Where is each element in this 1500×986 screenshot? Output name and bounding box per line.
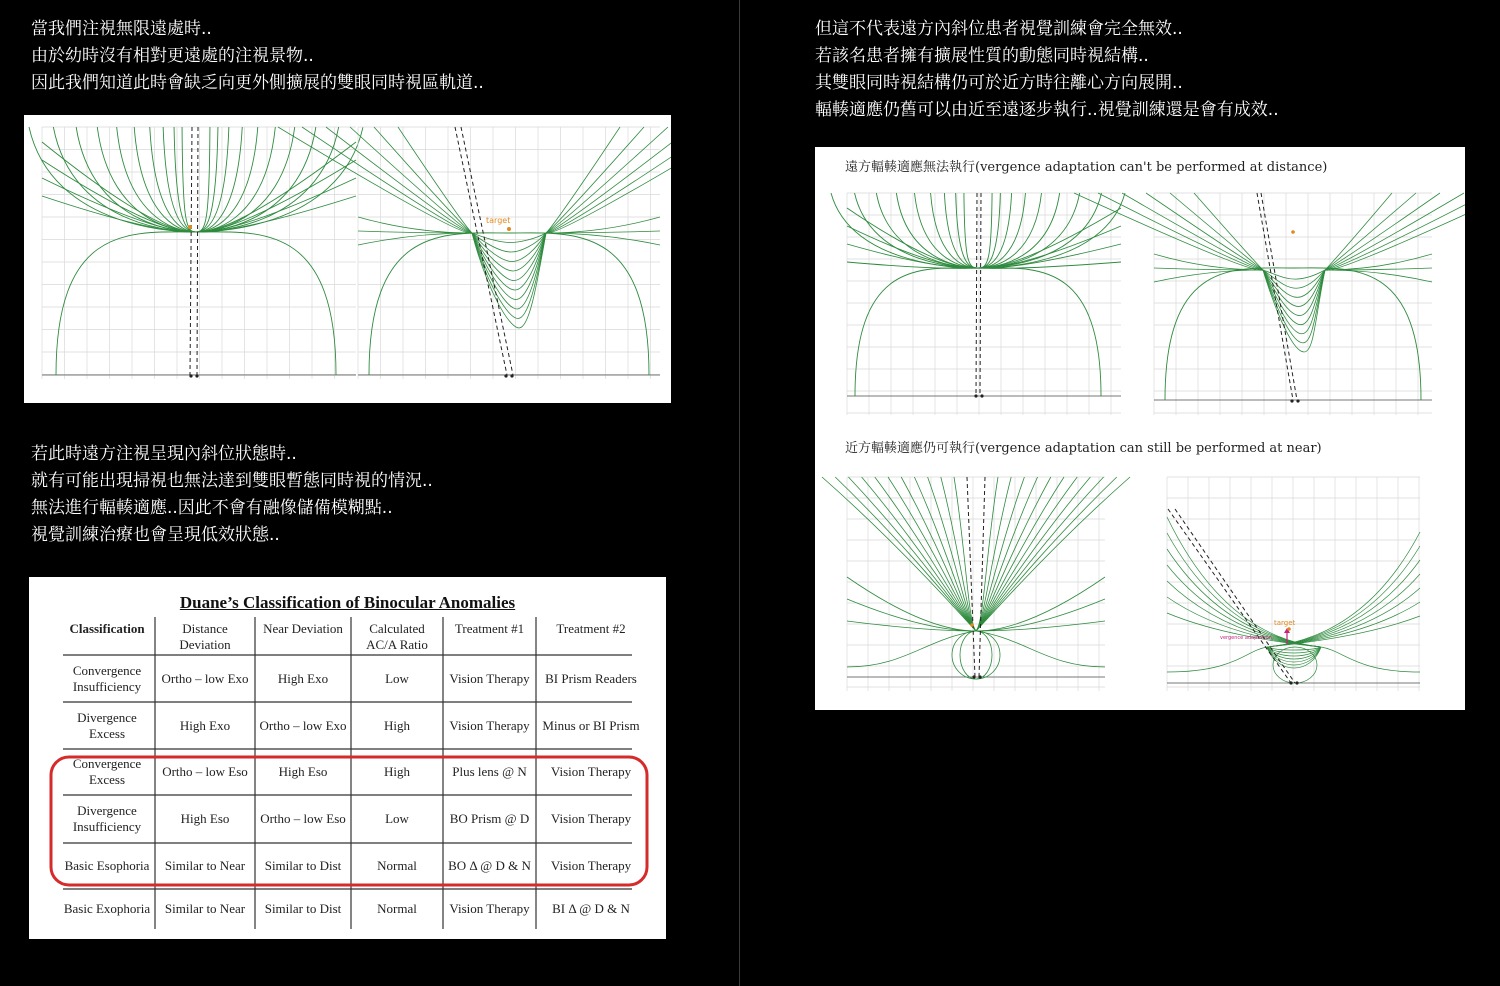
- table-cell: Similar to Near: [164, 858, 246, 873]
- table-cell: Similar to Dist: [264, 901, 342, 916]
- target-label: target: [1274, 619, 1296, 627]
- horopter-curve: [944, 193, 1011, 268]
- horopter-curve: [847, 599, 1105, 631]
- visual-axis-line: [979, 477, 985, 677]
- horopter-curve: [847, 577, 1105, 631]
- horopter-curve: [964, 193, 992, 268]
- vieth-muller-circle: [960, 631, 992, 679]
- horopter-curve: [1325, 193, 1392, 270]
- table-cell: High: [384, 764, 410, 779]
- horopter-curve: [76, 127, 316, 232]
- horopter-curve: [848, 477, 1103, 631]
- right-intro-paragraph: [815, 16, 1279, 124]
- grid: [847, 193, 1121, 415]
- caption-near: 近方輻輳適應仍可執行(vergence adaptation can still be performed at near): [845, 441, 1322, 456]
- table-cell: Low: [385, 670, 409, 686]
- table-cell: Ortho – low Eso: [162, 764, 248, 779]
- eye-point: [980, 394, 983, 397]
- table-cell: Basic Exophoria: [63, 901, 151, 916]
- horopter-curve: [134, 127, 258, 232]
- table-cell: BI Prism Readers: [545, 670, 637, 686]
- horopter-curve: [42, 178, 356, 232]
- table-cell: Normal: [377, 858, 417, 873]
- eye-point: [1289, 681, 1292, 684]
- table-cell: Similar to Dist: [264, 858, 342, 873]
- grid: [358, 127, 660, 379]
- table-cell: Vision Therapy: [550, 858, 632, 873]
- horopter-curve: [862, 477, 1091, 631]
- table-cell: High Exo: [277, 670, 329, 686]
- table-cell: Vision Therapy: [449, 670, 530, 686]
- caption-distance: 遠方輻輳適應無法執行(vergence adaptation can't be performed at distance): [845, 160, 1328, 175]
- table-header-cell: Near Deviation: [263, 621, 343, 636]
- target-marker: [970, 623, 974, 627]
- horopter-curve: [546, 217, 660, 233]
- horopter-curve: [876, 193, 1079, 268]
- horopter-curve: [847, 631, 1105, 667]
- eye-point: [504, 374, 507, 377]
- text-line: 視覺訓練治療也會呈現低效狀態..: [31, 525, 280, 545]
- horopter-curve: [915, 193, 1042, 268]
- eye-point: [189, 374, 192, 377]
- horopter-curve: [1267, 647, 1321, 650]
- table-cell: Vision Therapy: [550, 811, 632, 826]
- visual-axis-line: [980, 193, 981, 396]
- vieth-muller-circle: [56, 232, 336, 375]
- horopter-curve: [831, 193, 1125, 268]
- horopter-curve: [163, 127, 229, 232]
- grid: [847, 477, 1105, 691]
- visual-axis-line: [455, 127, 507, 375]
- horopter-curve: [1325, 193, 1464, 270]
- text-line: 但這不代表遠方內斜位患者視覺訓練會完全無效..: [815, 19, 1183, 39]
- eye-point: [978, 675, 981, 678]
- visual-axis-line: [197, 127, 198, 375]
- table-cell: Convergence Insufficiency: [72, 662, 142, 694]
- horopter-curve: [42, 160, 356, 232]
- table-cell: Basic Esophoria: [64, 858, 150, 873]
- right-diagram-panel: [815, 147, 1465, 710]
- horopter-curve: [472, 233, 546, 281]
- eye-point: [1296, 399, 1299, 402]
- horopter-curve: [174, 127, 218, 232]
- vieth-muller-circle: [855, 268, 1101, 396]
- table-header-cell: Calculated AC/A Ratio: [366, 621, 428, 652]
- table-cell: BI Δ @ D & N: [552, 901, 630, 916]
- left-diagram-panel: [24, 115, 671, 403]
- table-cell: Minus or BI Prism: [542, 717, 640, 733]
- grid: [42, 127, 356, 379]
- visual-axis-line: [190, 127, 192, 375]
- vergence-diagrams: [815, 147, 1465, 710]
- target-label: target: [486, 216, 511, 225]
- eye-point: [972, 675, 975, 678]
- vieth-muller-circle: [952, 631, 1000, 679]
- horopter-curve: [1154, 254, 1263, 270]
- text-line: 因此我們知道此時會缺乏向更外側擴展的雙眼同時視區軌道..: [31, 73, 484, 93]
- table-header-cell: Treatment #2: [556, 621, 626, 636]
- table-cell: Convergence Excess: [72, 756, 142, 787]
- horopter-curve: [1325, 254, 1432, 270]
- table-cell: Vision Therapy: [449, 901, 530, 916]
- horopter-curve: [472, 233, 546, 319]
- table-cell: Similar to Near: [164, 901, 246, 916]
- horopter-curve: [914, 477, 1037, 631]
- horopter-curve: [956, 193, 1001, 268]
- horopter-curve: [1170, 193, 1263, 270]
- left-intro-paragraph: [31, 16, 484, 97]
- horopter-curve: [472, 233, 546, 328]
- table-cell: Ortho – low Exo: [161, 670, 249, 686]
- horopter-curve: [835, 477, 1117, 631]
- horopter-curve: [888, 477, 1064, 631]
- text-line: 當我們注視無限遠處時..: [31, 19, 212, 39]
- horopter-curve: [928, 477, 1025, 631]
- table-cell: Ortho – low Eso: [260, 811, 346, 826]
- horopter-curve: [1321, 647, 1420, 672]
- text-line: 由於幼時沒有相對更遠處的注視景物..: [31, 46, 314, 66]
- target-marker: [188, 225, 192, 229]
- text-line: 若此時遠方注視呈現內斜位狀態時..: [31, 444, 297, 464]
- horopter-curve: [875, 477, 1077, 631]
- eye-point: [195, 374, 198, 377]
- table-cell: BO Prism @ D: [449, 811, 530, 826]
- visual-axis-line: [1175, 509, 1295, 683]
- target-marker: [1291, 230, 1295, 234]
- horopter-diagrams: [24, 115, 671, 403]
- horopter-curve: [1167, 647, 1267, 672]
- visual-axis-line: [976, 193, 977, 396]
- table-cell: Plus lens @ N: [452, 764, 527, 779]
- horopter-curve: [1325, 193, 1416, 270]
- eye-point: [1290, 399, 1293, 402]
- visual-axis-line: [967, 477, 975, 677]
- table-title: Duane’s Classification of Binocular Anomalies: [179, 593, 516, 612]
- target-marker: [507, 227, 511, 231]
- horopter-curve: [847, 621, 1105, 631]
- table-header-cell: Classification: [69, 621, 145, 636]
- text-line: 輻輳適應仍舊可以由近至遠逐步執行..視覺訓練還是會有成效..: [815, 100, 1279, 120]
- horopter-curve: [42, 196, 356, 232]
- table-cell: High: [384, 717, 410, 733]
- text-line: 無法進行輻輳適應..因此不會有融像儲備模糊點..: [31, 498, 393, 518]
- left-esophoria-paragraph: [31, 441, 433, 549]
- eye-point: [974, 394, 977, 397]
- table-cell: Low: [385, 811, 409, 826]
- horopter-curve: [1263, 270, 1325, 352]
- table-header-cell: Distance Deviation: [179, 621, 231, 652]
- horopter-curve: [358, 217, 472, 233]
- horopter-curve: [901, 477, 1051, 631]
- table-cell: Ortho – low Exo: [259, 717, 347, 733]
- text-line: 若該名患者擁有擴展性質的動態同時視結構..: [815, 46, 1149, 66]
- table-cell: Vision Therapy: [449, 717, 530, 733]
- text-line: 就有可能出現掃視也無法達到雙眼暫態同時視的情況..: [31, 471, 433, 491]
- table-cell: BO Δ @ D & N: [448, 858, 531, 873]
- table-cell: Normal: [377, 901, 417, 916]
- table-cell: High Exo: [179, 717, 231, 733]
- table-cell: Divergence Insufficiency: [72, 803, 142, 834]
- table-header-cell: Treatment #1: [454, 621, 525, 636]
- eye-point: [510, 374, 513, 377]
- table-cell: Divergence Excess: [77, 709, 137, 741]
- vergence-adaptation-label: vergence adaptation: [1220, 635, 1272, 641]
- duane-classification-table: [29, 577, 666, 939]
- eye-point: [1295, 681, 1298, 684]
- target-marker: [1287, 627, 1291, 631]
- horopter-curve: [1263, 270, 1325, 279]
- text-line: 其雙眼同時視結構仍可於近方時往離心方向展開..: [815, 73, 1183, 93]
- horopter-curve: [182, 127, 210, 232]
- horopter-curve: [53, 127, 338, 232]
- table-cell: High Eso: [278, 764, 328, 779]
- horopter-curve: [1194, 193, 1263, 270]
- page-divider: [739, 0, 740, 986]
- table-cell: High Eso: [180, 811, 230, 826]
- table-cell: Vision Therapy: [550, 764, 632, 779]
